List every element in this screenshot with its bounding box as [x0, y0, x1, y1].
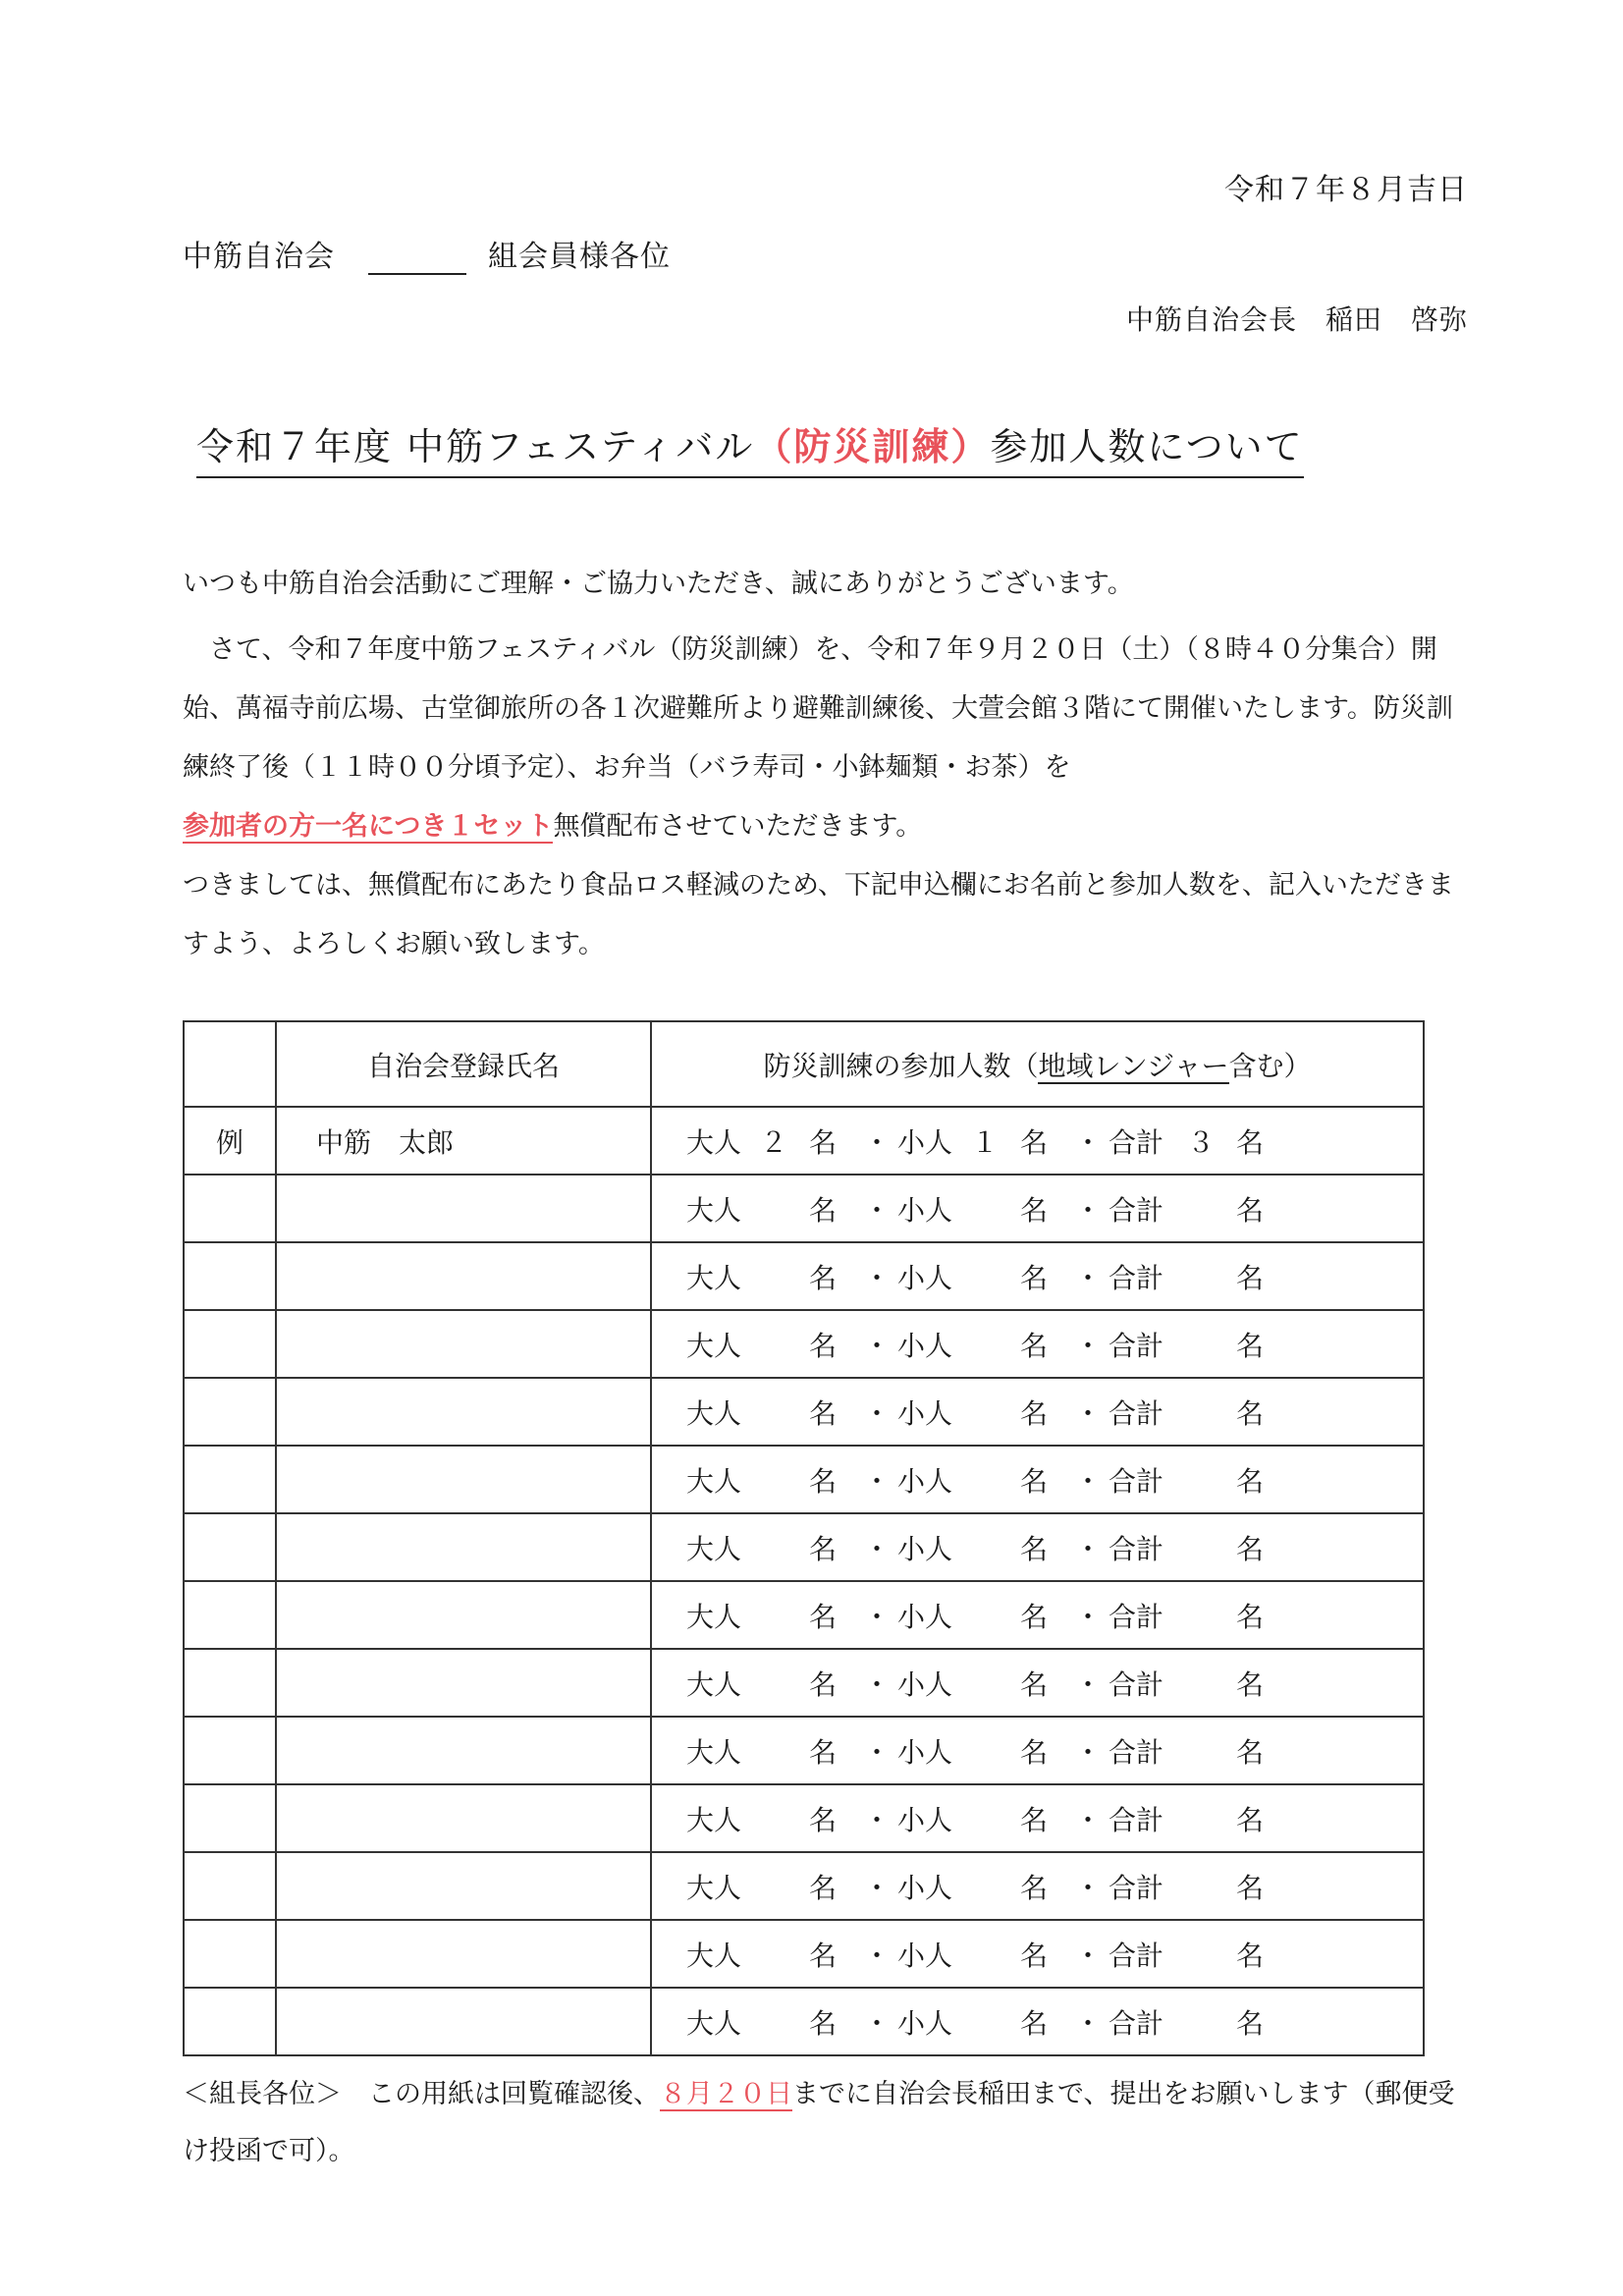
- page-title: [196, 416, 1304, 478]
- count-cell[interactable]: [651, 1852, 1424, 1920]
- child-label: 小人: [897, 1871, 953, 1904]
- separator-dot: ・: [1074, 1735, 1103, 1769]
- separator-dot: ・: [863, 2006, 892, 2040]
- separator-dot: ・: [863, 1735, 892, 1769]
- free-distribution-highlight: 参加者の方一名につき１セット: [183, 811, 554, 842]
- child-label: 小人: [897, 2006, 953, 2040]
- name-cell[interactable]: [276, 1513, 651, 1581]
- table-row: [184, 1446, 1424, 1513]
- child-label: 小人: [897, 1667, 953, 1701]
- header-count-post: 含む）: [1228, 1049, 1312, 1082]
- child-label: 小人: [897, 1464, 953, 1498]
- count-cell[interactable]: [651, 1175, 1424, 1242]
- total-label: 合計: [1109, 1464, 1164, 1498]
- name-cell[interactable]: [276, 1852, 651, 1920]
- name-cell[interactable]: [276, 1175, 651, 1242]
- total-label: 合計: [1109, 1396, 1164, 1430]
- table-row: [184, 1581, 1424, 1649]
- adult-label: 大人: [686, 1464, 742, 1498]
- row-number-cell[interactable]: [184, 1717, 276, 1784]
- count-cell[interactable]: [651, 1513, 1424, 1581]
- child-label: 小人: [897, 1193, 953, 1227]
- separator-dot: ・: [1074, 1396, 1103, 1430]
- name-cell[interactable]: [276, 1242, 651, 1310]
- count-cell[interactable]: [651, 1581, 1424, 1649]
- count-cell[interactable]: [651, 1378, 1424, 1446]
- adult-label: 大人: [686, 1871, 742, 1904]
- greeting-paragraph: いつも中筋自治会活動にご理解・ご協力いただき、誠にありがとうございます。: [183, 569, 1134, 599]
- unit-label: 名: [809, 1125, 838, 1159]
- separator-dot: ・: [1074, 2006, 1103, 2040]
- separator-dot: ・: [1074, 1532, 1103, 1565]
- separator-dot: ・: [1074, 1939, 1103, 1972]
- total-label: 合計: [1109, 1329, 1164, 1362]
- row-number-cell[interactable]: [184, 1649, 276, 1717]
- unit-label: 名: [1020, 1125, 1049, 1159]
- name-cell[interactable]: [276, 1988, 651, 2055]
- table-row: [184, 1378, 1424, 1446]
- unit-label: 名: [1020, 1261, 1049, 1294]
- unit-label: 名: [1020, 1735, 1049, 1769]
- unit-label: 名: [809, 1803, 838, 1836]
- unit-label: 名: [1236, 1464, 1265, 1498]
- unit-label: 名: [1020, 1532, 1049, 1565]
- header-count: [651, 1021, 1424, 1107]
- separator-dot: ・: [1074, 1803, 1103, 1836]
- child-count[interactable]: １: [971, 1125, 1000, 1159]
- separator-dot: ・: [863, 1532, 892, 1565]
- name-cell[interactable]: [276, 1446, 651, 1513]
- name-cell[interactable]: [276, 1310, 651, 1378]
- row-number-cell[interactable]: [184, 1513, 276, 1581]
- separator-dot: ・: [863, 1125, 892, 1159]
- count-cell[interactable]: [651, 1784, 1424, 1852]
- child-label: 小人: [897, 1396, 953, 1430]
- adult-label: 大人: [686, 1329, 742, 1362]
- request-text: つきましては、無償配布にあたり食品ロス軽減のため、下記申込欄にお名前と参加人数を、記入いただきますよう、よろしくお願い致します。: [183, 870, 1454, 959]
- separator-dot: ・: [863, 1261, 892, 1294]
- unit-label: 名: [1236, 1125, 1265, 1159]
- adult-label: 大人: [686, 1193, 742, 1227]
- adult-label: 大人: [686, 1939, 742, 1972]
- row-number-cell[interactable]: [184, 1446, 276, 1513]
- unit-label: 名: [1020, 1939, 1049, 1972]
- unit-label: 名: [809, 1667, 838, 1701]
- row-number-cell[interactable]: [184, 1310, 276, 1378]
- unit-label: 名: [1236, 1871, 1265, 1904]
- separator-dot: ・: [863, 1939, 892, 1972]
- unit-label: 名: [1020, 1600, 1049, 1633]
- unit-label: 名: [809, 1600, 838, 1633]
- total-label: 合計: [1109, 1667, 1164, 1701]
- unit-label: 名: [809, 1939, 838, 1972]
- unit-label: 名: [1020, 1871, 1049, 1904]
- count-cell[interactable]: [651, 1920, 1424, 1988]
- unit-label: 名: [809, 1193, 838, 1227]
- child-label: 小人: [897, 1600, 953, 1633]
- name-cell[interactable]: [276, 1581, 651, 1649]
- child-label: 小人: [897, 1532, 953, 1565]
- total-label: 合計: [1109, 1735, 1164, 1769]
- separator-dot: ・: [863, 1667, 892, 1701]
- table-row: [184, 1513, 1424, 1581]
- unit-label: 名: [1236, 1803, 1265, 1836]
- unit-label: 名: [1236, 2006, 1265, 2040]
- name-cell[interactable]: [276, 1378, 651, 1446]
- unit-label: 名: [809, 1532, 838, 1565]
- unit-label: 名: [1020, 1803, 1049, 1836]
- unit-label: 名: [1236, 1600, 1265, 1633]
- count-cell[interactable]: [651, 1446, 1424, 1513]
- separator-dot: ・: [1074, 1600, 1103, 1633]
- note-suffix: までに自治会長稲田まで、提出をお願いします（郵便受け投函で可）。: [183, 2079, 1455, 2166]
- header-count-pre: 防災訓練の参加人数（: [763, 1049, 1039, 1082]
- total-label: 合計: [1109, 1125, 1164, 1159]
- unit-label: 名: [1236, 1261, 1265, 1294]
- separator-dot: ・: [863, 1193, 892, 1227]
- unit-label: 名: [1236, 1667, 1265, 1701]
- table-row: [184, 1852, 1424, 1920]
- adult-label: 大人: [686, 1803, 742, 1836]
- unit-label: 名: [809, 1464, 838, 1498]
- table-row: [184, 1310, 1424, 1378]
- count-cell[interactable]: [651, 1242, 1424, 1310]
- title-highlight: （防災訓練）: [754, 425, 991, 468]
- submission-note: [183, 2066, 1469, 2180]
- adult-label: 大人: [686, 1125, 742, 1159]
- unit-label: 名: [1236, 1735, 1265, 1769]
- row-number-cell[interactable]: [184, 1920, 276, 1988]
- unit-label: 名: [1020, 1464, 1049, 1498]
- separator-dot: ・: [1074, 1329, 1103, 1362]
- total-label: 合計: [1109, 1261, 1164, 1294]
- row-number-cell[interactable]: [184, 1175, 276, 1242]
- unit-label: 名: [1020, 1667, 1049, 1701]
- unit-label: 名: [809, 1735, 838, 1769]
- unit-label: 名: [809, 1329, 838, 1362]
- adult-label: 大人: [686, 1735, 742, 1769]
- table-row: [184, 1717, 1424, 1784]
- row-number-cell[interactable]: [184, 1581, 276, 1649]
- total-label: 合計: [1109, 2006, 1164, 2040]
- unit-label: 名: [1236, 1939, 1265, 1972]
- count-cell[interactable]: [651, 1717, 1424, 1784]
- header-blank: [184, 1021, 276, 1107]
- child-label: 小人: [897, 1939, 953, 1972]
- unit-label: 名: [809, 2006, 838, 2040]
- addressee: [183, 232, 671, 275]
- adult-label: 大人: [686, 2006, 742, 2040]
- row-number-cell[interactable]: [184, 1784, 276, 1852]
- adult-label: 大人: [686, 1667, 742, 1701]
- table-row: [184, 1920, 1424, 1988]
- unit-label: 名: [809, 1261, 838, 1294]
- child-label: 小人: [897, 1329, 953, 1362]
- separator-dot: ・: [1074, 1464, 1103, 1498]
- table-row: [184, 1242, 1424, 1310]
- adult-label: 大人: [686, 1261, 742, 1294]
- row-number-cell[interactable]: [184, 1242, 276, 1310]
- total-count[interactable]: ３: [1187, 1125, 1216, 1159]
- separator-dot: ・: [1074, 1667, 1103, 1701]
- unit-label: 名: [1236, 1396, 1265, 1430]
- name-cell[interactable]: [276, 1920, 651, 1988]
- table-row: [184, 1988, 1424, 2055]
- name-cell[interactable]: [276, 1717, 651, 1784]
- adult-label: 大人: [686, 1532, 742, 1565]
- title-post: 参加人数について: [990, 425, 1304, 468]
- count-cell[interactable]: [651, 1988, 1424, 2055]
- total-label: 合計: [1109, 1193, 1164, 1227]
- count-cell[interactable]: [651, 1649, 1424, 1717]
- unit-label: 名: [1020, 1193, 1049, 1227]
- note-deadline: ８月２０日: [660, 2079, 792, 2109]
- free-distribution-rest: 無償配布させていただきます。: [553, 811, 923, 842]
- total-label: 合計: [1109, 1803, 1164, 1836]
- row-number-cell[interactable]: [184, 1988, 276, 2055]
- row-number-cell[interactable]: [184, 1378, 276, 1446]
- total-label: 合計: [1109, 1532, 1164, 1565]
- title-pre: 令和７年度 中筋フェスティバル: [196, 425, 755, 468]
- separator-dot: ・: [863, 1396, 892, 1430]
- note-prefix: ＜組長各位＞ この用紙は回覧確認後、: [183, 2079, 660, 2109]
- name-cell[interactable]: [276, 1784, 651, 1852]
- addressee-suffix: 組会員様各位: [488, 240, 671, 274]
- separator-dot: ・: [863, 1464, 892, 1498]
- unit-label: 名: [1020, 1329, 1049, 1362]
- row-number-cell[interactable]: [184, 1852, 276, 1920]
- unit-label: 名: [1236, 1193, 1265, 1227]
- table-row: [184, 1175, 1424, 1242]
- separator-dot: ・: [863, 1600, 892, 1633]
- child-label: 小人: [897, 1735, 953, 1769]
- issue-date: 令和７年８月吉日: [1224, 173, 1468, 207]
- separator-dot: ・: [1074, 1125, 1103, 1159]
- details-text: さて、令和７年度中筋フェスティバル（防災訓練）を、令和７年９月２０日（土）（８時４０分集合）開始、萬福寺前広場、古堂御旅所の各１次避難所より避難訓練後、大萱会館３階にて開催いたします。防災訓練終了後（１１時００分頃予定）、お弁当（バラ寿司・小鉢麺類・お茶）を: [183, 634, 1453, 783]
- separator-dot: ・: [863, 1871, 892, 1904]
- table-row: [184, 1784, 1424, 1852]
- adult-label: 大人: [686, 1600, 742, 1633]
- unit-label: 名: [1236, 1532, 1265, 1565]
- unit-label: 名: [1020, 1396, 1049, 1430]
- separator-dot: ・: [863, 1329, 892, 1362]
- header-name: 自治会登録氏名: [276, 1021, 651, 1107]
- separator-dot: ・: [1074, 1193, 1103, 1227]
- separator-dot: ・: [863, 1803, 892, 1836]
- unit-label: 名: [1020, 2006, 1049, 2040]
- table-header-row: [184, 1021, 1424, 1107]
- details-paragraph: [183, 621, 1469, 974]
- total-label: 合計: [1109, 1939, 1164, 1972]
- example-label: 例: [184, 1107, 276, 1175]
- header-count-underlined: 地域レンジャー: [1038, 1049, 1229, 1082]
- unit-label: 名: [1236, 1329, 1265, 1362]
- total-label: 合計: [1109, 1600, 1164, 1633]
- unit-label: 名: [809, 1396, 838, 1430]
- name-cell[interactable]: [276, 1649, 651, 1717]
- registration-table: [183, 1020, 1425, 2056]
- total-label: 合計: [1109, 1871, 1164, 1904]
- separator-dot: ・: [1074, 1871, 1103, 1904]
- adult-count[interactable]: ２: [760, 1125, 788, 1159]
- addressee-org: 中筋自治会: [183, 240, 335, 274]
- sender: 中筋自治会長 稲田 啓弥: [1125, 303, 1468, 336]
- table-row: [184, 1649, 1424, 1717]
- count-cell[interactable]: [651, 1310, 1424, 1378]
- child-label: 小人: [897, 1261, 953, 1294]
- group-number-blank[interactable]: [368, 244, 466, 275]
- separator-dot: ・: [1074, 1261, 1103, 1294]
- child-label: 小人: [897, 1125, 953, 1159]
- example-row: [184, 1107, 1424, 1175]
- unit-label: 名: [809, 1871, 838, 1904]
- adult-label: 大人: [686, 1396, 742, 1430]
- count-cell[interactable]: [651, 1107, 1424, 1175]
- example-name: 中筋 太郎: [276, 1107, 651, 1175]
- child-label: 小人: [897, 1803, 953, 1836]
